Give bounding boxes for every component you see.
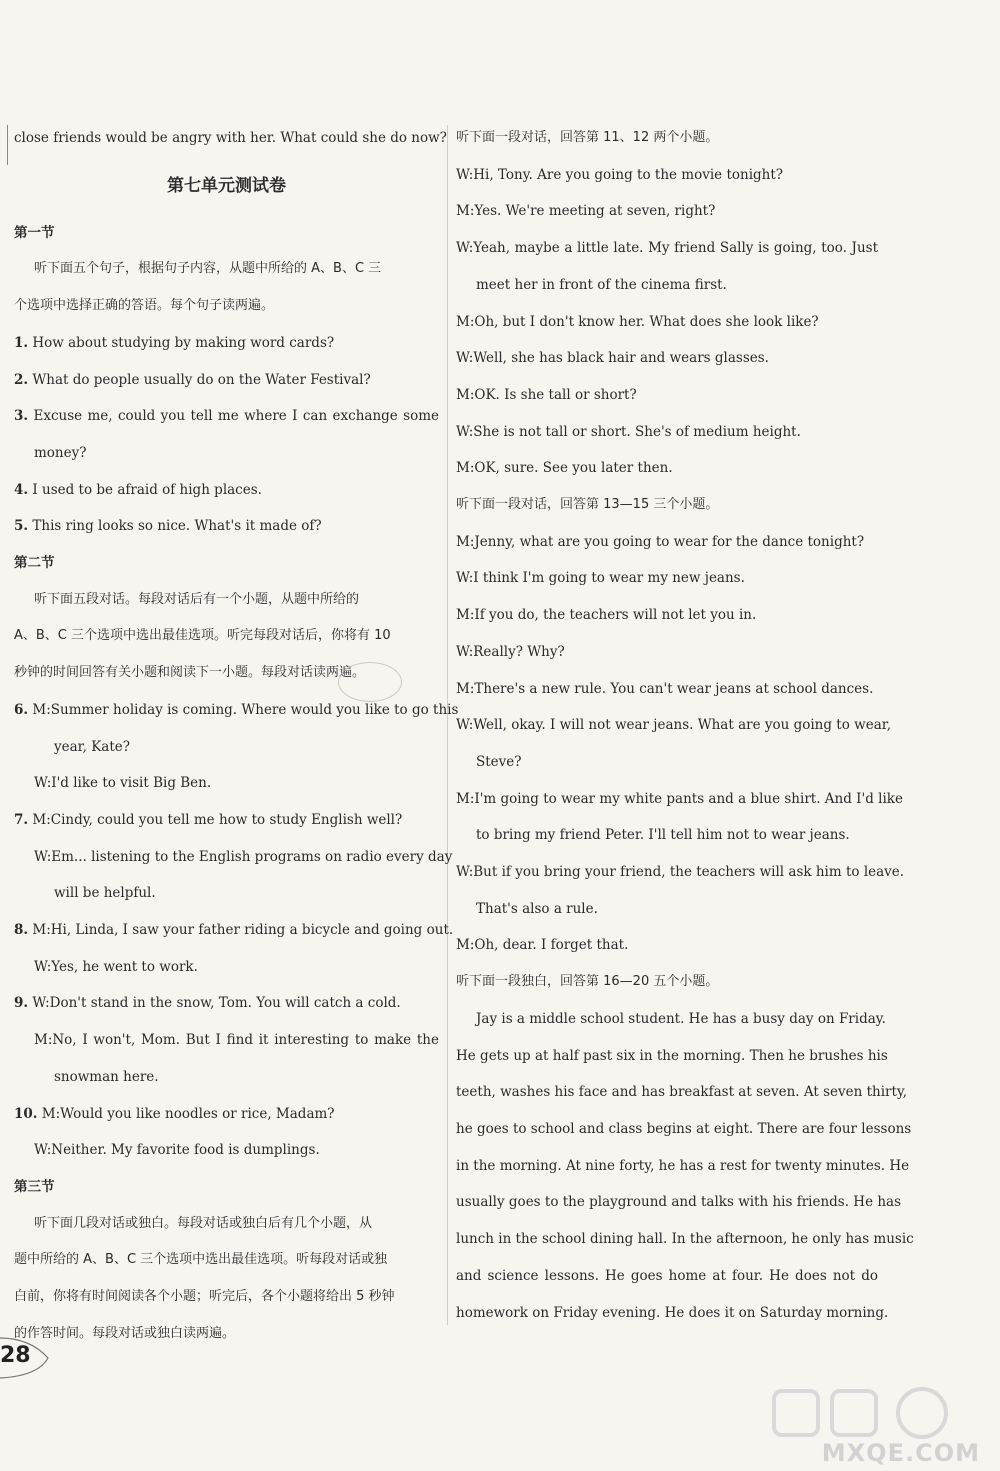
dialogue-line: W:Em... listening to the English programs on radio every day	[34, 848, 453, 865]
question-8	[14, 912, 454, 949]
dialogue-line: M:OK. Is she tall or short?	[456, 386, 637, 403]
question-number: 6.	[14, 701, 29, 718]
section-2-instruction-end: 秒钟的时间回答有关小题和阅读下一小题。每段对话读两遍。	[14, 665, 366, 681]
dialogue-line: Steve?	[476, 753, 522, 770]
dialogue-line: W:Well, okay. I will not wear jeans. What are you going to wear,	[456, 717, 892, 734]
watermark	[760, 1385, 990, 1471]
section-1-instruction: 听下面五个句子，根据句子内容，从题中所给的 A、B、C 三	[34, 261, 382, 277]
section-3-instruction-cont: 题中所给的 A、B、C 三个选项中选出最佳选项。听每段对话或独	[14, 1252, 388, 1268]
dialogue-line: W:Neither. My favorite food is dumplings.	[34, 1142, 320, 1159]
question-9	[14, 985, 439, 1022]
dialogue-line: M:Yes. We're meeting at seven, right?	[456, 203, 716, 220]
dialogue-line: W:Hi, Tony. Are you going to the movie tonight?	[456, 166, 784, 183]
monologue-heading: 听下面一段独白，回答第 16—20 五个小题。	[456, 974, 719, 990]
dialogue-line: M:Oh, dear. I forget that.	[456, 937, 629, 954]
dialogue-line: to bring my friend Peter. I'll tell him not to wear jeans.	[476, 827, 850, 844]
section-2-instruction: 听下面五段对话。每段对话后有一个小题，从题中所给的	[34, 591, 360, 607]
question-3-cont: money?	[34, 444, 87, 461]
column-divider	[447, 125, 448, 1325]
question-7	[14, 802, 439, 839]
dialogue-line: W:Yeah, maybe a little late. My friend Sally is going, too. Just	[456, 240, 878, 257]
dialogue-line: That's also a rule.	[476, 900, 598, 917]
section-3-instruction: 听下面几段对话或独白。每段对话或独白后有几个小题，从	[34, 1215, 373, 1231]
dialogue-line: W:Really? Why?	[456, 643, 565, 660]
question-number: 9.	[14, 995, 29, 1012]
faint-stamp	[338, 662, 402, 702]
question-number: 10.	[14, 1105, 38, 1122]
dialogue-line: W:She is not tall or short. She's of medium height.	[456, 423, 801, 440]
question-5	[14, 508, 439, 545]
question-number: 5.	[14, 518, 29, 535]
question-number: 8.	[14, 922, 29, 939]
watermark-url: MXQE.COM	[821, 1439, 980, 1467]
question-3	[14, 398, 439, 435]
monologue-line: usually goes to the playground and talks with his friends. He has	[456, 1194, 902, 1211]
dialogue-line: W:Yes, he went to work.	[34, 958, 198, 975]
question-number: 4.	[14, 481, 29, 498]
section-1-instruction-cont: 个选项中选择正确的答语。每个句子读两遍。	[14, 298, 275, 314]
question-text: How about studying by making word cards?	[32, 334, 335, 351]
dialogue-line: M:If you do, the teachers will not let you in.	[456, 607, 757, 624]
monologue-line: He gets up at half past six in the morning. Then he brushes his	[456, 1047, 888, 1064]
monologue-line: in the morning. At nine forty, he has a rest for twenty minutes. He	[456, 1157, 910, 1174]
dialogue-line: M:Cindy, could you tell me how to study English well?	[32, 811, 403, 828]
dialogue-line: will be helpful.	[54, 885, 156, 902]
question-number: 1.	[14, 334, 29, 351]
monologue-line: he goes to school and class begins at eight. There are four lessons	[456, 1120, 912, 1137]
dialogue-line: M:There's a new rule. You can't wear jeans at school dances.	[456, 680, 874, 697]
monologue-line: teeth, washes his face and has breakfast at seven. At seven thirty,	[456, 1084, 908, 1101]
dialogue-line: M:Summer holiday is coming. Where would you like to go this	[32, 701, 459, 718]
question-number: 7.	[14, 811, 29, 828]
dialogue-1-heading: 听下面一段对话，回答第 11、12 两个小题。	[456, 130, 719, 145]
section-3-instruction-end: 的作答时间。每段对话或独白读两遍。	[14, 1325, 236, 1341]
dialogue-line: M:No, I won't, Mom. But I find it interesting to make the	[34, 1032, 439, 1049]
question-4	[14, 472, 439, 509]
dialogue-line: M:I'm going to wear my white pants and a blue shirt. And I'd like	[456, 790, 903, 807]
question-text: I used to be afraid of high places.	[32, 481, 262, 498]
question-text: This ring looks so nice. What's it made of?	[32, 518, 322, 535]
section-3-label: 第三节	[14, 1178, 55, 1195]
question-number: 2.	[14, 371, 29, 388]
section-2-instruction-cont: A、B、C 三个选项中选出最佳选项。听完每段对话后，你将有 10	[14, 628, 391, 644]
dialogue-line: year, Kate?	[54, 738, 131, 755]
dialogue-line: meet her in front of the cinema first.	[476, 276, 727, 293]
carryover-text: close friends would be angry with her. What could she do now?	[14, 130, 447, 146]
margin-rule	[7, 125, 8, 165]
dialogue-line: W:Don't stand in the snow, Tom. You will catch a cold.	[32, 995, 401, 1012]
dialogue-line: snowman here.	[54, 1068, 159, 1085]
question-number: 3.	[14, 408, 29, 425]
dialogue-line: W:I'd like to visit Big Ben.	[34, 775, 212, 792]
right-column	[456, 120, 914, 1331]
question-text: What do people usually do on the Water Festival?	[32, 371, 371, 388]
dialogue-line: M:Oh, but I don't know her. What does she look like?	[456, 313, 819, 330]
page-title: 第七单元测试卷	[167, 175, 286, 196]
question-2	[14, 362, 439, 399]
question-text: Excuse me, could you tell me where I can exchange some	[33, 408, 440, 425]
question-1	[14, 325, 439, 362]
section-3-instruction-cont2: 白前，你将有时间阅读各个小题；听完后，各个小题将给出 5 秒钟	[14, 1289, 395, 1305]
dialogue-line: M:OK, sure. See you later then.	[456, 460, 673, 477]
dialogue-line: W:But if you bring your friend, the teachers will ask him to leave.	[456, 864, 905, 881]
section-1-label: 第一节	[14, 224, 55, 241]
section-2-label: 第二节	[14, 555, 55, 572]
monologue-line: and science lessons. He goes home at four. He does not do	[456, 1267, 878, 1284]
dialogue-2-heading: 听下面一段对话，回答第 13—15 三个小题。	[456, 497, 719, 513]
left-column	[14, 120, 459, 1353]
dialogue-line: W:I think I'm going to wear my new jeans.	[456, 570, 745, 587]
question-10	[14, 1096, 439, 1133]
dialogue-line: M:Would you like noodles or rice, Madam?	[41, 1105, 335, 1122]
dialogue-line: M:Jenny, what are you going to wear for the dance tonight?	[456, 533, 865, 550]
page-number: 28	[0, 1343, 31, 1368]
monologue-line: lunch in the school dining hall. In the afternoon, he only has music	[456, 1231, 914, 1248]
watermark-logo-icon	[760, 1385, 990, 1445]
monologue-line: homework on Friday evening. He does it on Saturday morning.	[456, 1304, 889, 1321]
monologue-line: Jay is a middle school student. He has a busy day on Friday.	[476, 1010, 886, 1027]
dialogue-line: M:Hi, Linda, I saw your father riding a bicycle and going out.	[32, 922, 454, 939]
dialogue-line: W:Well, she has black hair and wears glasses.	[456, 350, 769, 367]
